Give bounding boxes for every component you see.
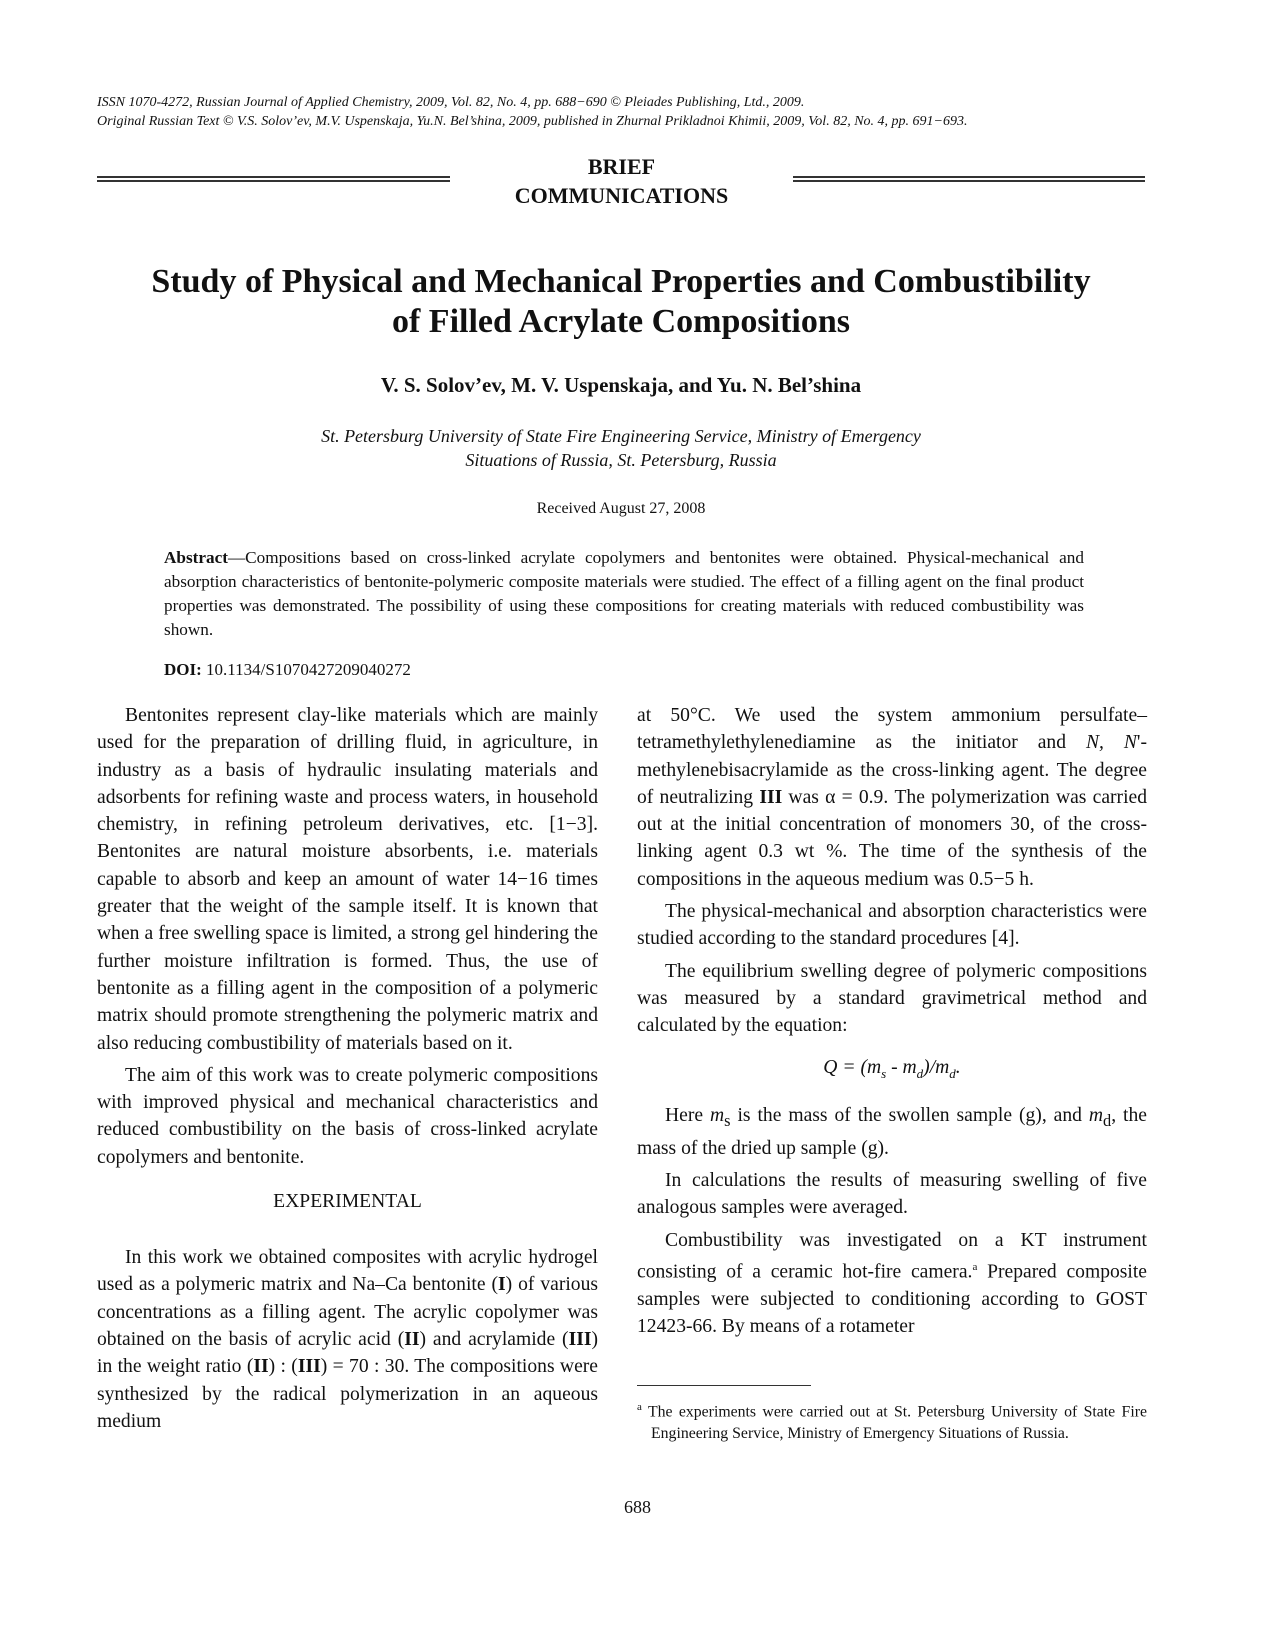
doi-value: 10.1134/S1070427209040272 (206, 660, 411, 679)
intro-paragraph-2: The aim of this work was to create polymeric compositions with improved physical and mechanical characteristics and reduced combustibility on the basis of cross-linked acrylate copolymers and bentonite. (97, 1064, 598, 1168)
footnote-marker: a (972, 1260, 978, 1273)
footnote: $^a$ The experiments were carried out at St. Petersburg University of State Fire Engineering Service, Ministry of Emergency Situations of Russia. (637, 1401, 1147, 1443)
swelling-paragraph: The equilibrium swelling degree of polymeric compositions was measured by a standard gravimetrical method and calculated by the equation: (637, 960, 1147, 1037)
section-label-line1: BRIEF (587, 154, 656, 179)
affiliation-line2: Situations of Russia, St. Petersburg, Russia (465, 450, 777, 470)
swelling-equation: $Q = (m_s - m_d)/m_d$. (823, 1056, 961, 1081)
abstract (164, 546, 1084, 642)
averaging-paragraph: In calculations the results of measuring swelling of five analogous samples were averaged. (637, 1169, 1147, 1219)
combustibility-paragraph: Combustibility was investigated on a KT instrument consisting of a ceramic hot-fire camera.$^a$ Prepared composite samples were subjected to conditioning according to GOST 12423-66. By means of a rotameter (637, 1229, 1147, 1337)
section-rule-left (97, 176, 450, 182)
affiliation-line1: St. Petersburg University of State Fire Engineering Service, Ministry of Emergency (321, 426, 921, 446)
footnote-rule (637, 1385, 811, 1386)
original-text-citation-line: Original Russian Text © V.S. Solov’ev, M.V. Uspenskaja, Yu.N. Bel’shina, 2009, published in Zhurnal Prikladnoi Khimii, 2009, Vol. 82, No. 4, pp. 691−693. (97, 114, 968, 129)
paper-title-line2: of Filled Acrylate Compositions (391, 303, 851, 340)
section-label-line2: COMMUNICATIONS (514, 183, 729, 208)
left-column (97, 702, 598, 1440)
received-date: Received August 27, 2008 (536, 500, 706, 517)
right-column (637, 702, 1147, 1345)
journal-citation-line: ISSN 1070-4272, Russian Journal of Applied Chemistry, 2009, Vol. 82, No. 4, pp. 688−690 © Pleiades Publishing, Ltd., 2009. (97, 95, 805, 110)
intro-paragraph-1: Bentonites represent clay-like materials which are mainly used for the preparation of drilling fluid, in agriculture, in industry as a basis of hydraulic insulating materials and adsorbents for refining waste and process waters, in household chemistry, in refining petroleum derivatives, etc. [1−3]. Bentonites are natural moisture absorbents, i.e. materials capable to absorb and keep an amount of water 14−16 times greater that the weight of the sample itself. It is known that when a free swelling space is limited, a strong gel hindering the further moisture infiltration is formed. Thus, the use of bentonite as a filling agent in the composition of a polymeric matrix should promote strengthening the polymeric matrix and also reducing combustibility of materials based on it. (97, 705, 598, 1054)
abstract-label: Abstract (164, 548, 228, 567)
experimental-paragraph-1: In this work we obtained composites with acrylic hydrogel used as a polymeric matrix and Na–Ca bentonite (I) of various concentrations as a filling agent. The acrylic copolymer was obtained on the basis of acrylic acid (II) and acrylamide (III) in the weight ratio (II) : (III) = 70 : 30. The compositions were synthesized by the radical polymerization in an aqueous medium (97, 1247, 599, 1432)
section-rule-right (793, 176, 1145, 182)
page-number: 688 (624, 1497, 651, 1517)
abstract-text: —Compositions based on cross-linked acrylate copolymers and bentonites were obtained. Physical-mechanical and absorption characteristics of bentonite-polymeric composite materials were studied. The effect of a filling agent on the final product properties was demonstrated. The possibility of using these compositions for creating materials with reduced combustibility was shown. (164, 548, 1084, 639)
equation-definitions-paragraph: Here $m_s$ is the mass of the swollen sample (g), and $m_d$, the mass of the dried up sample (g). (637, 1105, 1147, 1159)
authors: V. S. Solov’ev, M. V. Uspenskaja, and Yu. N. Bel’shina (380, 373, 862, 397)
paper-title-line1: Study of Physical and Mechanical Properties and Combustibility (151, 263, 1091, 300)
doi-label: DOI: (164, 660, 202, 679)
doi (164, 659, 411, 681)
experimental-paragraph-1-continued: at 50°C. We used the system ammonium persulfate–tetramethylethylenediamine as the initiator and N, N'-methylenebisacrylamide as the cross-linking agent. The degree of neutralizing III was α = 0.9. The polymerization was carried out at the initial concentration of monomers 30, of the cross-linking agent 0.3 wt %. The time of the synthesis of the compositions in the aqueous medium was 0.5−5 h. (637, 705, 1148, 890)
procedures-paragraph: The physical-mechanical and absorption characteristics were studied according to the standard procedures [4]. (637, 901, 1147, 950)
experimental-heading: EXPERIMENTAL (273, 1191, 422, 1213)
